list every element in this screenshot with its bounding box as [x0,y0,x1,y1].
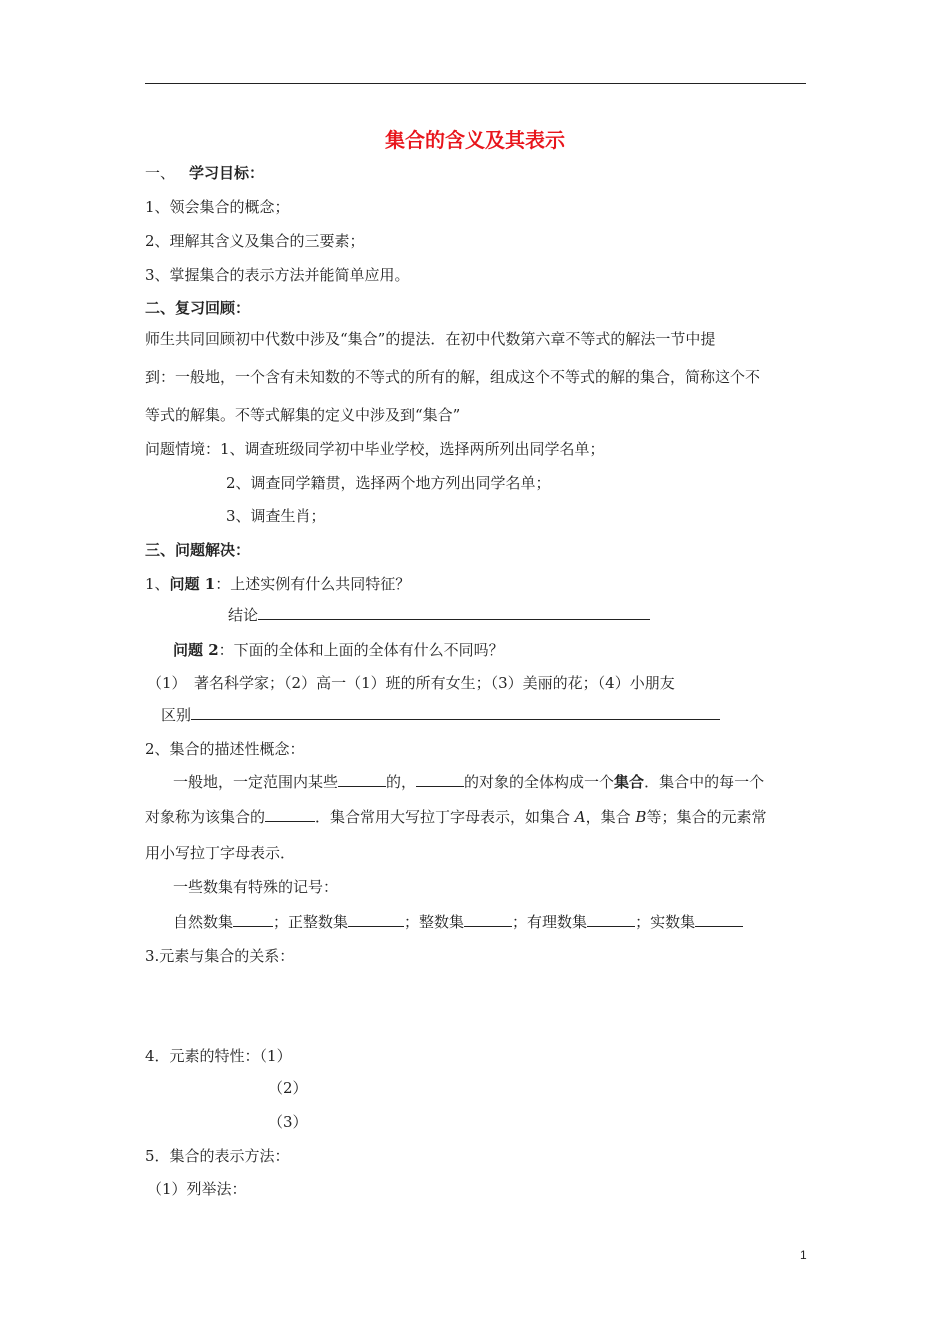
concept-heading: 2、集合的描述性概念： [145,740,305,758]
objective-3: 3、掌握集合的表示方法并能简单应用。 [145,266,410,284]
concept-text: 等；集合的元素常 [646,808,767,826]
relation-heading: 3.元素与集合的关系： [145,947,295,965]
set-symbol-a: A [574,808,586,826]
section-1-number: 一、 [145,164,176,182]
concept-text: 一般地，一定范围内某些 [173,773,339,791]
integers-label: ；整数集 [404,913,465,931]
question-1 [145,573,410,595]
listing-method: （1）列举法： [147,1180,247,1198]
concept-blank-2[interactable] [416,771,464,787]
properties-label: 4．元素的特性： [145,1047,260,1065]
question-2 [173,639,504,661]
number-sets-intro: 一些数集有特殊的记号： [173,878,339,896]
concept-line-1 [173,771,764,793]
difference-blank[interactable] [191,704,720,720]
number-sets-line [173,911,743,933]
difference-label: 区别 [161,706,192,724]
concept-text: ，集合 [585,808,636,826]
property-3: （3） [268,1113,308,1131]
review-line-2: 到：一般地，一个含有未知数的不等式的所有的解，组成这个不等式的解的集合，简称这个不 [145,368,761,386]
section-1-heading [145,162,264,184]
rationals-label: ；有理数集 [512,913,588,931]
section-2-heading: 二、复习回顾： [145,299,251,317]
concept-term-set: 集合 [614,773,645,791]
question-2-text: ：下面的全体和上面的全体有什么不同吗？ [218,641,504,659]
positive-integers-blank[interactable] [348,911,404,927]
review-line-1: 师生共同回顾初中代数中涉及“集合”的提法．在初中代数第六章不等式的解法一节中提 [145,330,716,348]
page-number: 1 [800,1248,807,1262]
objective-2: 2、理解其含义及集合的三要素； [145,232,365,250]
rationals-blank[interactable] [587,911,635,927]
objective-1: 1、领会集合的概念； [145,198,290,216]
set-symbol-b: B [635,808,647,826]
question-2-label: 问题 2 [173,641,219,659]
conclusion-label: 结论 [228,606,259,624]
scenario-item: 1、调查班级同学初中毕业学校，选择两所列出同学名单； [220,440,605,458]
review-line-3: 等式的解集。不等式解集的定义中涉及到“集合” [145,406,461,424]
concept-text: 对象称为该集合的 [145,808,266,826]
scenario-line-1 [145,438,605,460]
scenario-item: 2、调查同学籍贯，选择两个地方列出同学名单； [226,474,551,492]
concept-text: 的， [386,773,417,791]
examples-line: （1） 著名科学家；（2）高一（1）班的所有女生；（3）美丽的花；（4）小朋友 [147,674,675,692]
scenario-item: 3、调查生肖； [226,507,326,525]
natural-numbers-blank[interactable] [233,911,273,927]
header-rule [145,83,806,84]
question-1-text: ：上述实例有什么共同特征？ [215,575,411,593]
reals-label: ；实数集 [635,913,696,931]
concept-blank-1[interactable] [338,771,386,787]
concept-text: ．集合中的每一个 [644,773,765,791]
conclusion-line [228,604,650,626]
section-3-heading: 三、问题解决： [145,541,251,559]
concept-blank-3[interactable] [265,806,315,822]
reals-blank[interactable] [695,911,743,927]
section-1-title: 学习目标： [189,164,265,182]
page-title: 集合的含义及其表示 [385,128,565,152]
concept-line-3: 用小写拉丁字母表示． [145,844,296,862]
natural-numbers-label: 自然数集 [173,913,234,931]
question-1-label: 问题 1 [169,575,216,593]
concept-text: 的对象的全体构成一个 [464,773,615,791]
integers-blank[interactable] [464,911,512,927]
concept-line-2 [145,806,766,828]
property-2: （2） [268,1079,308,1097]
conclusion-blank[interactable] [258,604,650,620]
properties-heading [145,1045,292,1067]
question-1-number: 1、 [145,575,170,593]
property-1: （1） [259,1047,292,1065]
scenario-label: 问题情境： [145,440,221,458]
positive-integers-label: ；正整数集 [273,913,349,931]
concept-text: ．集合常用大写拉丁字母表示，如集合 [315,808,575,826]
representation-heading: 5．集合的表示方法： [145,1147,290,1165]
difference-line [161,704,720,726]
